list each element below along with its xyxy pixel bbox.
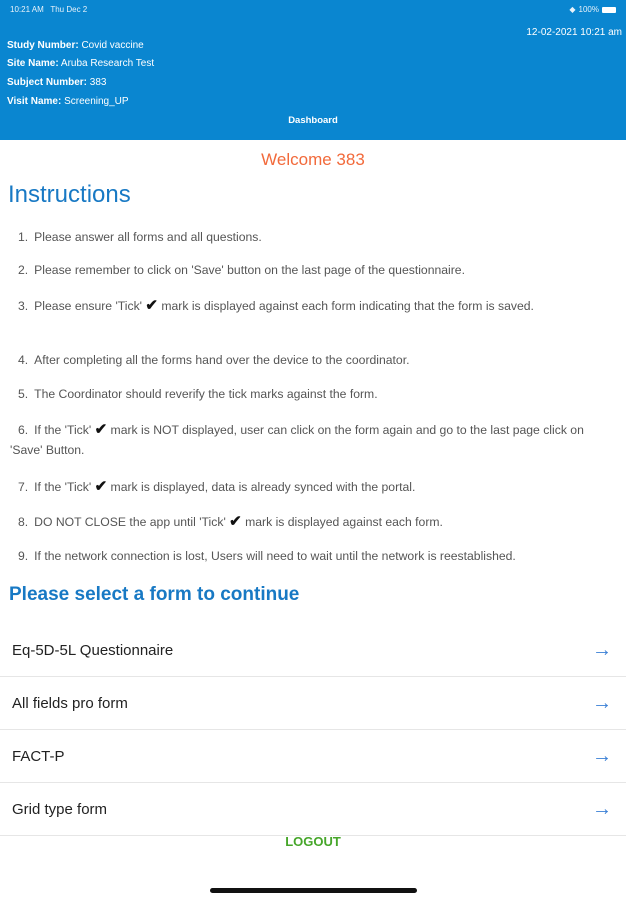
instruction-text: Please remember to click on 'Save' button on the last page of the questionnaire. <box>34 263 465 277</box>
subject-number <box>7 77 106 88</box>
site-label: Site Name: <box>7 58 59 69</box>
logout-button[interactable]: LOGOUT <box>285 834 341 849</box>
instruction-number: 8. <box>18 515 29 529</box>
instruction-number: 9. <box>18 549 29 563</box>
visit-name <box>7 96 129 107</box>
arrow-right-icon: → <box>592 638 612 661</box>
instruction-text: If the network connection is lost, Users will need to wait until the network is reestablished. <box>34 549 516 563</box>
form-label: Grid type form <box>12 800 108 818</box>
instruction-item <box>10 512 610 532</box>
instruction-text: If the 'Tick' <box>34 480 95 494</box>
instruction-text: Please answer all forms and all questions. <box>34 230 262 244</box>
visit-value: Screening_UP <box>61 96 129 107</box>
instruction-number: 5. <box>18 387 29 401</box>
instruction-item <box>10 384 610 404</box>
form-item-grid[interactable] <box>0 783 626 836</box>
instruction-text: The Coordinator should reverify the tick marks against the form. <box>34 387 378 401</box>
instruction-number: 1. <box>18 230 29 244</box>
battery-percent: 100% <box>578 5 599 14</box>
instruction-text: After completing all the forms hand over the device to the coordinator. <box>34 353 410 367</box>
arrow-right-icon: → <box>592 744 612 767</box>
site-value: Aruba Research Test <box>58 58 155 69</box>
instruction-number: 2. <box>18 263 29 277</box>
tick-icon: ✔ <box>94 478 108 495</box>
study-label: Study Number: <box>7 40 79 51</box>
instruction-number: 6. <box>18 423 29 437</box>
instruction-text-cont: mark is displayed against each form indicating that the form is saved. <box>157 299 534 313</box>
tick-icon: ✔ <box>229 513 242 530</box>
form-label: All fields pro form <box>12 694 128 712</box>
page-title: Dashboard <box>288 115 338 126</box>
instruction-text-cont: mark is displayed against each form. <box>241 515 443 529</box>
wifi-icon: ◆ <box>569 5 576 14</box>
visit-label: Visit Name: <box>7 96 62 107</box>
instruction-item <box>10 350 610 370</box>
site-name <box>7 58 154 69</box>
form-item-eq5d[interactable] <box>0 624 626 677</box>
instruction-text-cont: mark is NOT displayed, user can click on the form again and go to the last page click on 'Save' Button. <box>10 423 584 457</box>
form-item-all-fields[interactable] <box>0 677 626 730</box>
instruction-item <box>10 227 610 247</box>
status-date: Thu Dec 2 <box>50 5 88 14</box>
instruction-item <box>10 477 610 497</box>
instruction-text: DO NOT CLOSE the app until 'Tick' <box>34 515 230 529</box>
form-label: FACT-P <box>12 747 65 765</box>
instruction-item <box>10 296 610 316</box>
battery-icon <box>602 7 616 13</box>
instruction-number: 3. <box>18 299 29 313</box>
subject-label: Subject Number: <box>7 77 88 88</box>
header <box>0 0 626 140</box>
subject-value: 383 <box>87 77 107 88</box>
instruction-number: 4. <box>18 353 29 367</box>
form-label: Eq-5D-5L Questionnaire <box>12 641 174 659</box>
header-datetime: 12-02-2021 10:21 am <box>526 27 622 38</box>
arrow-right-icon: → <box>592 797 612 820</box>
status-bar-right <box>569 5 616 14</box>
welcome-text: Welcome 383 <box>261 150 365 169</box>
instruction-item <box>10 260 610 280</box>
instruction-number: 7. <box>18 480 29 494</box>
study-number <box>7 40 144 51</box>
form-list <box>0 624 626 836</box>
instructions-heading: Instructions <box>8 181 131 208</box>
status-bar-left <box>10 5 87 14</box>
status-time: 10:21 AM <box>10 5 44 14</box>
instruction-item <box>10 546 610 566</box>
select-form-heading: Please select a form to continue <box>9 584 300 605</box>
study-value: Covid vaccine <box>78 40 144 51</box>
form-item-fact-p[interactable] <box>0 730 626 783</box>
instruction-text: If the 'Tick' <box>34 423 95 437</box>
instruction-item <box>10 420 610 460</box>
instruction-text: Please ensure 'Tick' <box>34 299 146 313</box>
tick-icon: ✔ <box>94 421 108 438</box>
instruction-text-cont: mark is displayed, data is already synced with the portal. <box>107 480 416 494</box>
tick-icon: ✔ <box>145 297 158 314</box>
arrow-right-icon: → <box>592 691 612 714</box>
home-indicator[interactable] <box>210 888 417 893</box>
